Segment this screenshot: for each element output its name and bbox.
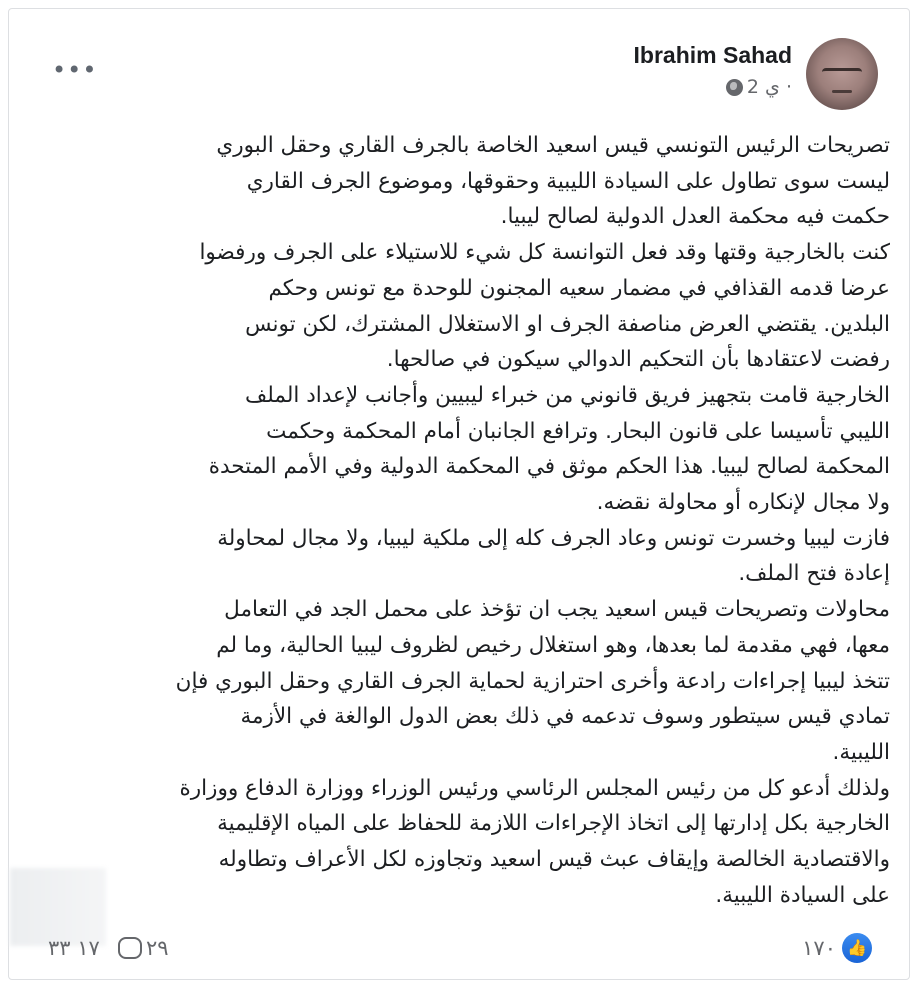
post-text-line: الليبي تأسيسا على قانون البحار. وترافع الجانبان أمام المحكمة وحكمت (266, 418, 890, 444)
post-text-line: معها، فهي مقدمة لما بعدها، وهو استغلال رخيص لظروف ليبيا الحالية، وما لم (216, 632, 890, 658)
post-text-line: ولذلك أدعو كل من رئيس المجلس الرئاسي ورئيس الوزراء ووزارة الدفاع ووزارة (179, 775, 890, 801)
post-text (30, 128, 890, 913)
post-text-line: المحكمة لصالح ليبيا. هذا الحكم موثق في المحكمة الدولية وفي الأمم المتحدة (208, 454, 890, 480)
post-text-line: محاولات وتصريحات قيس اسعيد يجب ان تؤخذ على محمل الجد في التعامل (224, 597, 890, 623)
post-text-line: تتخذ ليبيا إجراءات رادعة وأخرى احترازية لحماية الجرف القاري وحقل البوري فإن (175, 668, 890, 694)
more-options-button[interactable]: ••• (52, 56, 98, 84)
post-text-line: رفضت لاعتقادها بأن التحكيم الدوالي سيكون في صالحها. (386, 347, 890, 373)
post-text-line: البلدين. يقتضي العرض مناصفة الجرف او الاستغلال المشترك، لكن تونس (245, 311, 890, 337)
post-text-line: على السيادة الليبية. (715, 882, 890, 908)
post-text-line: حكمت فيه محكمة العدل الدولية لصالح ليبيا. (500, 204, 890, 230)
post-text-line: الخارجية بكل إدارتها إلى اتخاذ الإجراءات اللازمة للحفاظ على المياه الإقليمية (217, 811, 890, 837)
post-text-line: ولا مجال لإنكاره أو محاولة نقضه. (596, 490, 890, 516)
post-time[interactable]: 2 ي · (746, 76, 792, 98)
post-text-line: إعادة فتح الملف. (738, 561, 890, 587)
post-text-line: فازت ليبيا وخسرت تونس وعاد الجرف كله إلى ملكية ليبيا، ولا مجال لمحاولة (217, 525, 890, 551)
post-text-line: والاقتصادية الخالصة وإيقاف عبث قيس اسعيد وتجاوزه لكل الأعراف وتطاوله (218, 847, 890, 873)
author-name[interactable]: Ibrahim Sahad (633, 42, 792, 68)
post-text-line: ليست سوى تطاول على السيادة الليبية وحقوقها، وموضوع الجرف القاري (246, 168, 890, 194)
likes-count[interactable]: ١٧٠ (802, 936, 836, 960)
post-text-line: الخارجية قامت بتجهيز فريق قانوني من خبراء ليبيين وأجانب لإعداد الملف (245, 382, 890, 408)
comments-button[interactable] (118, 936, 169, 960)
author-avatar[interactable] (806, 38, 878, 110)
post-text-line: الليبية. (832, 739, 890, 765)
post-meta (726, 76, 792, 98)
post-text-line: كنت بالخارجية وقتها وقد فعل التوانسة كل شيء للاستيلاء على الجرف ورفضوا (199, 240, 890, 266)
shares-count[interactable]: ١٧ ٣٣ (48, 936, 100, 960)
like-reaction-icon[interactable]: 👍 (842, 933, 872, 963)
post-footer (0, 930, 920, 970)
comments-count: ٢٩ (146, 936, 169, 960)
post-text-line: تصريحات الرئيس التونسي قيس اسعيد الخاصة بالجرف القاري وحقل البوري (216, 133, 890, 158)
post-text-line: عرضا قدمه القذافي في مضمار سعيه المجنون للوحدة مع تونس وحكم (268, 275, 890, 301)
post-text-line: تمادي قيس سيتطور وسوف تدعمه في ذلك بعض الدول الوالغة في الأزمة (240, 704, 890, 730)
comment-icon (118, 937, 142, 959)
globe-icon (726, 79, 743, 96)
